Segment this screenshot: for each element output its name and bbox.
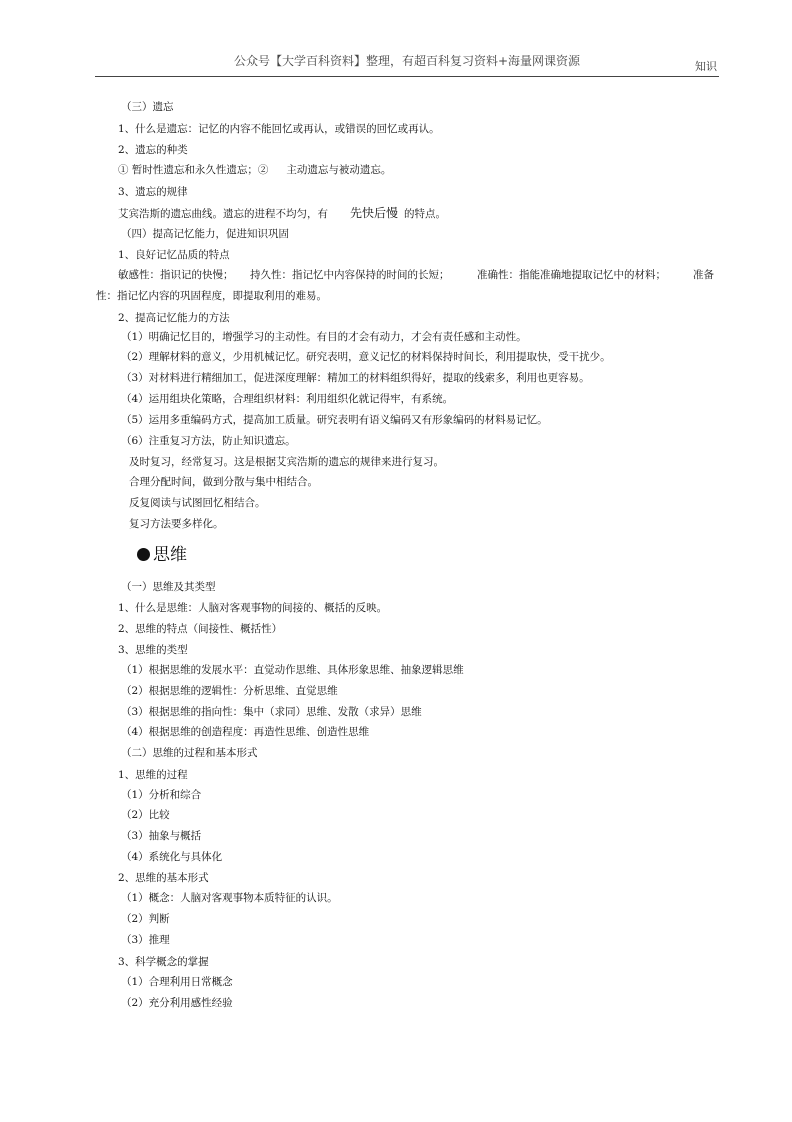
text-line: （2）根据思维的逻辑性：分析思维、直觉思维: [121, 685, 338, 697]
section-heading-forgetting: （三）遗忘: [121, 101, 174, 113]
header-title: 公众号【大学百科资料】整理，有超百科复习资料+海量网课资源: [233, 54, 581, 68]
text-line: 2、思维的基本形式: [118, 872, 209, 884]
text-line: 复习方法要多样化。: [129, 518, 224, 530]
text-span: 的特点。: [404, 208, 447, 220]
text-span: 持久性：指记忆中内容保持的时间的长短；: [250, 269, 450, 281]
text-span: 先快后慢: [350, 206, 399, 220]
text-line: 合理分配时间，做到分散与集中相结合。: [129, 476, 318, 488]
text-line: （1）分析和综合: [121, 789, 202, 801]
text-line: （2）比较: [121, 809, 170, 821]
text-span: ① 暂时性遗忘和永久性遗忘；②: [118, 164, 269, 176]
text-line: （1）合理利用日常概念: [121, 976, 233, 988]
text-span: 敏感性：指识记的快慢；: [118, 269, 234, 281]
text-line: （1）根据思维的发展水平：直觉动作思维、具体形象思维、抽象逻辑思维: [121, 664, 464, 676]
section-heading-thinking: [137, 544, 187, 566]
text-line: （3）推理: [121, 934, 170, 946]
text-span: 艾宾浩斯的遗忘曲线。遗忘的进程不均匀，有: [118, 208, 328, 220]
text-line: （5）运用多重编码方式，提高加工质量。研究表明有语义编码又有形象编码的材料易记忆。: [121, 414, 548, 426]
text-line: （6）注重复习方法，防止知识遗忘。: [121, 435, 296, 447]
section-heading-improve-memory: （四）提高记忆能力，促进知识巩固: [121, 228, 289, 240]
text-line: （1）明确记忆目的，增强学习的主动性。有目的才会有动力，才会有责任感和主动性。: [121, 331, 527, 343]
text-span: 准确性：指能准确地提取记忆中的材料；: [477, 269, 666, 281]
text-line: 3、科学概念的掌握: [118, 956, 209, 968]
text-line: 反复阅读与试图回忆相结合。: [129, 497, 266, 509]
text-line: 2、提高记忆能力的方法: [118, 312, 230, 324]
text-line: （2）充分利用感性经验: [121, 997, 233, 1009]
text-line: 1、什么是思维：人脑对客观事物的间接的、概括的反映。: [118, 602, 388, 614]
text-line: [118, 268, 234, 282]
text-line: 1、良好记忆品质的特点: [118, 249, 230, 261]
text-line: 2、遗忘的种类: [118, 144, 188, 156]
section-heading-thinking-process: （二）思维的过程和基本形式: [121, 747, 258, 759]
bullet-icon: [137, 548, 150, 561]
text-line: （4）运用组块化策略，合理组织材料：利用组织化就记得牢，有系统。: [121, 393, 454, 405]
text-line: 3、遗忘的规律: [118, 186, 188, 198]
text-line: （1）概念：人脑对客观事物本质特征的认识。: [121, 892, 338, 904]
text-line: 及时复习，经常复习。这是根据艾宾浩斯的遗忘的规律来进行复习。: [129, 456, 444, 468]
text-line: 1、什么是遗忘：记忆的内容不能回忆或再认，或错误的回忆或再认。: [118, 123, 440, 135]
text-span: 准备: [693, 269, 714, 281]
text-line: 3、思维的类型: [118, 644, 188, 656]
header-right-label: 知识: [695, 60, 717, 73]
text-line: （2）理解材料的意义，少用机械记忆。研究表明，意义记忆的材料保持时间长，利用提取快，受干扰少。: [121, 351, 611, 363]
text-line: （3）根据思维的指向性：集中（求同）思维、发散（求异）思维: [121, 706, 422, 718]
text-line: 1、思维的过程: [118, 769, 188, 781]
text-line: 2、思维的特点（间接性、概括性）: [118, 623, 283, 635]
heading-label: 思维: [153, 545, 187, 565]
text-line: [118, 163, 391, 177]
text-span: 主动遗忘与被动遗忘。: [286, 164, 392, 176]
text-line: （4）系统化与具体化: [121, 851, 223, 863]
text-line: 性：指记忆内容的巩固程度，即提取利用的难易。: [96, 290, 327, 302]
text-line: （4）根据思维的创造程度：再造性思维、创造性思维: [121, 726, 370, 738]
text-line: （3）抽象与概括: [121, 830, 202, 842]
section-heading-thinking-types: （一）思维及其类型: [121, 581, 216, 593]
text-line: （2）判断: [121, 913, 170, 925]
text-line: （3）对材料进行精细加工，促进深度理解：精加工的材料组织得好，提取的线索多，利用也更容易。: [121, 372, 590, 384]
text-line: [118, 206, 446, 221]
